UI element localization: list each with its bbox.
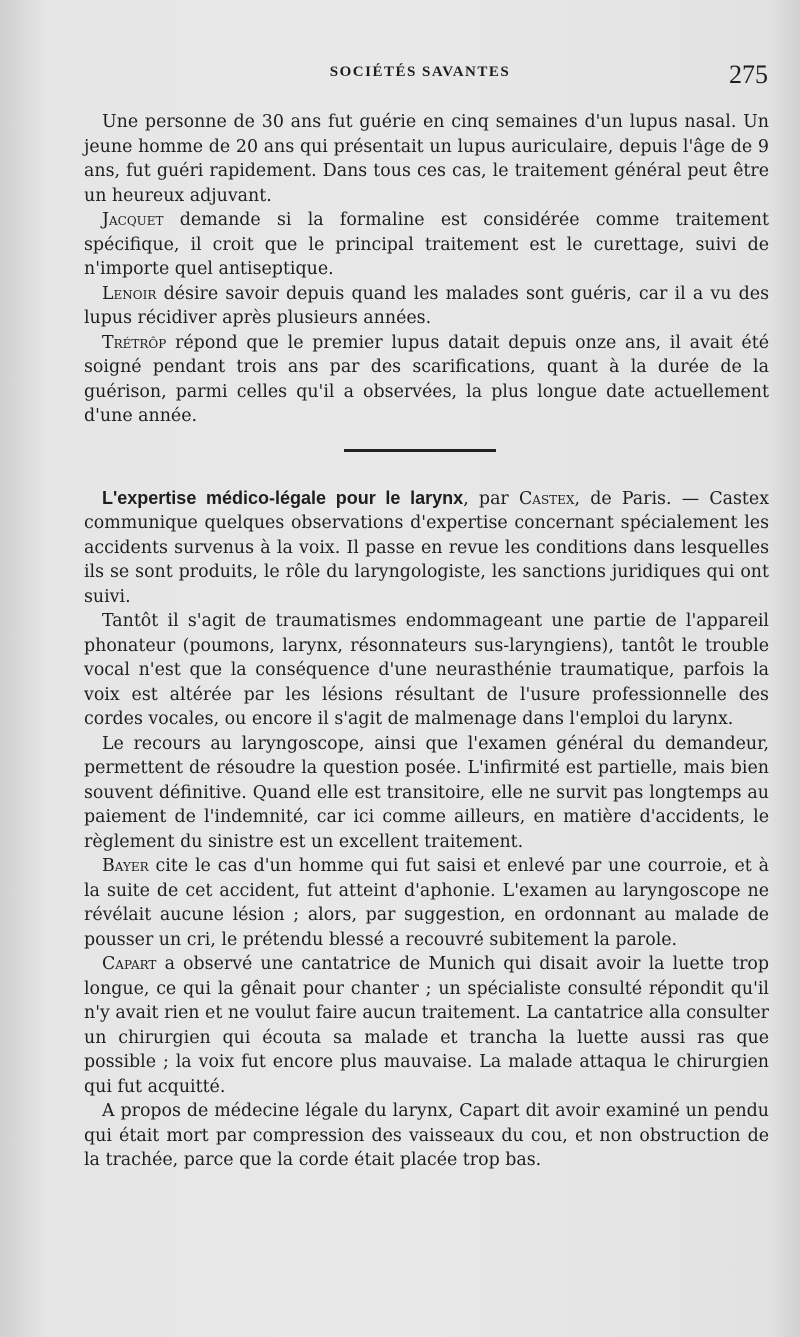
paragraph-traumatismes: Tantôt il s'agit de traumatismes endommageant une partie de l'appareil phonateur (poumons, larynx, résonnateurs sus-laryngiens), tantôt le trouble vocal n'est que la conséquence d'une neurasthénie traumatique, parfois la voix est altérée par les lésions résultant de l'usure professionnelle des cordes vocales, ou encore il s'agit de malmenage dans l'emploi du larynx. [84, 611, 769, 729]
paragraph-text: désire savoir depuis quand les malades sont guéris, car il a vu des lupus récidiver après plusieurs années. [84, 283, 769, 328]
paragraph-lenoir [84, 282, 769, 331]
author-name: Castex [518, 488, 575, 509]
paragraph-text: cite le cas d'un homme qui fut saisi et enlevé par une courroie, et à la suite de cet accident, fut atteint d'aphonie. L'examen au laryngoscope ne révélait aucune lésion ; alors, par suggestion, en ordonnant au malade de pousser un cri, le prétendu blessé a recouvré subitement la parole. [84, 856, 769, 950]
paragraph-laryngoscope: Le recours au laryngoscope, ainsi que l'examen général du demandeur, permettent de résoudre la question posée. L'infirmité est partielle, mais bien souvent définitive. Quand elle est transitoire, elle ne survit pas longtemps au paiement de l'indemnité, car ici comme ailleurs, en matière d'accidents, le règlement du sinistre est un excellent traitement. [84, 733, 769, 852]
paragraph-text: a observé une cantatrice de Munich qui disait avoir la luette trop longue, ce qui la gênait pour chanter ; un spécialiste consulté répondit qu'il n'y avait rien et ne voulut faire aucun traitement. La cantatrice alla consulter un chirurgien qui écouta sa malade et trancha la luette aussi ras que possible ; la voix fut encore plus mauvaise. La malade attaqua le chirurgien qui fut acquitté. [84, 954, 769, 1097]
body-text [84, 110, 769, 1173]
speaker-name: Bayer [102, 856, 149, 876]
paragraph-lupus-cases: Une personne de 30 ans fut guérie en cinq semaines d'un lupus nasal. Un jeune homme de 20 ans qui présentait un lupus auriculaire, depuis l'âge de 9 ans, fut guéri rapidement. Dans tous ces cas, le traitement général peut être un heureux adjuvant. [84, 112, 769, 206]
paragraph-section-intro [84, 486, 769, 610]
paragraph-jacquet [84, 208, 769, 282]
speaker-name: Trétrôp [102, 332, 167, 353]
section-divider [344, 449, 496, 452]
paragraph-text: demande si la formaline est considérée comme traitement spécifique, il croit que le principal traitement est le curettage, suivi de n'importe quel antiseptique. [84, 210, 769, 279]
paragraph-tretrop [84, 331, 769, 429]
paragraph-text: , de Paris. — Castex communique quelques observations d'expertise concernant spécialement les accidents survenus à la voix. Il passe en revue les conditions dans lesquelles ils se sont produits, le rôle du laryngologiste, les sanctions juridiques qui ont suivi. [84, 488, 770, 607]
page-number: 275 [729, 60, 768, 89]
speaker-name: Jacquet [102, 210, 164, 230]
paragraph-capart [84, 952, 769, 1099]
byline-connector: , par [463, 488, 519, 509]
paragraph-pendu: A propos de médecine légale du larynx, Capart dit avoir examiné un pendu qui était mort par compression des vaisseaux du cou, et non obstruction de la trachée, parce que la corde était placée trop bas. [84, 1101, 769, 1170]
paragraph-bayer [84, 854, 769, 952]
paragraph-text: répond que le premier lupus datait depuis onze ans, il avait été soigné pendant trois ans par des scarifications, quant à la durée de la guérison, parmi celles qu'il a observées, la plus longue date actuellement d'une année. [84, 332, 769, 426]
speaker-name: Lenoir [102, 283, 157, 304]
section-title: L'expertise médico-légale pour le larynx [102, 487, 464, 508]
running-title: SOCIÉTÉS SAVANTES [329, 64, 511, 80]
speaker-name: Capart [102, 954, 157, 974]
